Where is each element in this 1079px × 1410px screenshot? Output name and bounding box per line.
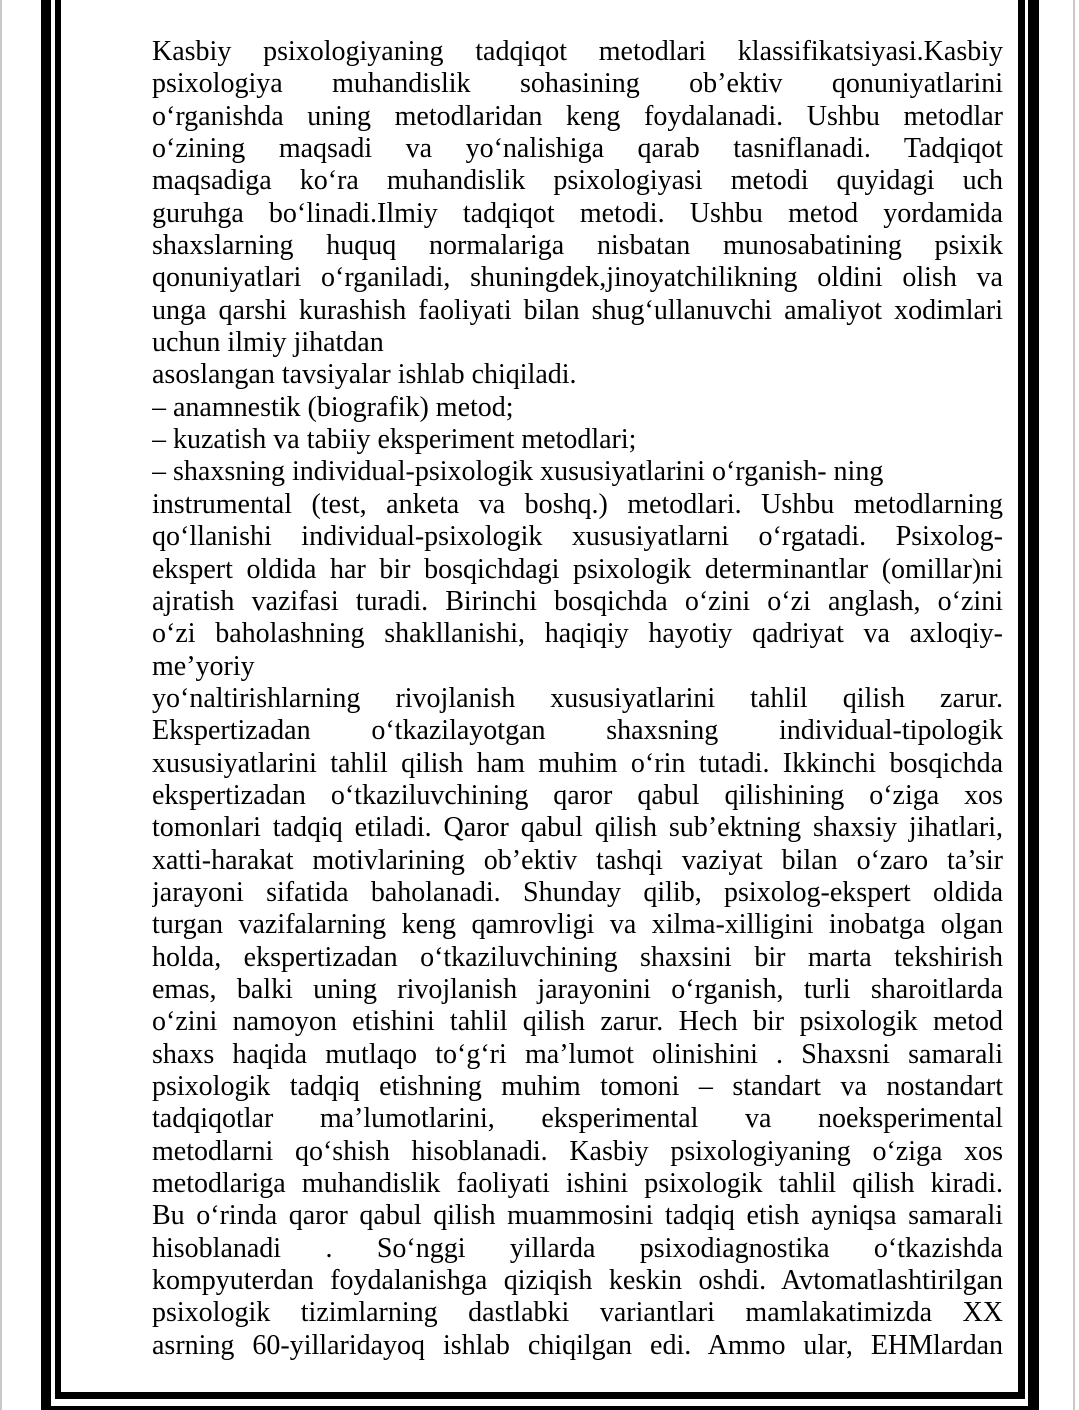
text-line: kompyuterdan foydalanishga qiziqish keskin oshdi. Avtomatlashtirilgan [152,1265,1003,1297]
text-line: yo‘naltirishlarning rivojlanish xususiyatlarini tahlil qilish zarur. [152,682,1003,714]
text-line: unga qarshi kurashish faoliyati bilan shug‘ullanuvchi amaliyot xodimlari [152,294,1003,326]
text-line: jarayoni sifatida baholanadi. Shunday qilib, psixolog-ekspert oldida [152,876,1003,908]
text-line: metodlariga muhandislik faoliyati ishini psixologik tahlil qilish kiradi. [152,1168,1003,1200]
text-line: me’yoriy [152,650,255,682]
text-line: qo‘llanishi individual-psixologik xususiyatlarni o‘rgatadi. Psixolog- [152,521,1003,553]
text-line: turgan vazifalarning keng qamrovligi va xilma-xilligini inobatga olgan [152,909,1003,941]
page-border-outer-right [1028,0,1039,1410]
page-border-outer-left [41,0,51,1410]
text-line: metodlarni qo‘shish hisoblanadi. Kasbiy psixologiyaning o‘ziga xos [152,1135,1003,1167]
text-line: emas, balki uning rivojlanish jarayonini o‘rganish, turli sharoitlarda [152,973,1003,1005]
text-line: asoslangan tavsiyalar ishlab chiqiladi. [152,359,577,391]
text-line: guruhga bo‘linadi.Ilmiy tadqiqot metodi. Ushbu metod yordamida [152,197,1003,229]
text-line: – kuzatish va tabiiy eksperiment metodlari; [152,424,637,456]
text-line: ekspertizadan o‘tkaziluvchining qaror qabul qilishining o‘ziga xos [152,779,1003,811]
viewer-right-edge [1073,0,1075,1410]
page-border-inner-bottom [55,1392,1025,1399]
text-line: ajratish vazifasi turadi. Birinchi bosqichda o‘zini o‘zi anglash, o‘zini [152,585,1003,617]
text-line: psixologik tizimlarning dastlabki variantlari mamlakatimizda XX [152,1297,1003,1329]
text-line: asrning 60-yillaridayoq ishlab chiqilgan edi. Ammo ular, EHMlardan [152,1329,1003,1361]
text-lines [152,36,1003,1362]
text-line: – shaxsning individual-psixologik xususiyatlarini o‘rganish- ning [152,456,884,488]
text-line: hisoblanadi . So‘nggi yillarda psixodiagnostika o‘tkazishda [152,1232,1003,1264]
text-line: xatti-harakat motivlarining ob’ektiv tashqi vaziyat bilan o‘zaro ta’sir [152,844,1003,876]
text-line: tadqiqotlar ma’lumotlarini, eksperimental va noeksperimental [152,1103,1003,1135]
page-border-inner-left [55,0,61,1399]
text-line: shaxs haqida mutlaqo to‘g‘ri ma’lumot olinishini . Shaxsni samarali [152,1038,1003,1070]
text-line: – anamnestik (biografik) metod; [152,391,514,423]
text-line: o‘rganishda uning metodlaridan keng foydalanadi. Ushbu metodlar [152,100,1003,132]
text-line: maqsadiga ko‘ra muhandislik psixologiyasi metodi quyidagi uch [152,165,1003,197]
viewer-left-edge [0,0,2,1410]
text-line: o‘zini namoyon etishini tahlil qilish zarur. Hech bir psixologik metod [152,1006,1003,1038]
text-line: uchun ilmiy jihatdan [152,327,384,359]
text-line: o‘zining maqsadi va yo‘nalishiga qarab tasniflanadi. Tadqiqot [152,133,1003,165]
text-line: Kasbiy psixologiyaning tadqiqot metodlari klassifikatsiyasi.Kasbiy [152,36,1003,67]
text-line: o‘zi baholashning shakllanishi, haqiqiy hayotiy qadriyat va axloqiy- [152,618,1003,650]
text-line: psixologiya muhandislik sohasining ob’ektiv qonuniyatlarini [152,68,1003,100]
page-border-inner-right [1018,0,1025,1399]
text-line: qonuniyatlari o‘rganiladi, shuningdek,jinoyatchilikning oldini olish va [152,262,1003,294]
text-line: instrumental (test, anketa va boshq.) metodlari. Ushbu metodlarning [152,488,1003,520]
text-line: xususiyatlarini tahlil qilish ham muhim o‘rin tutadi. Ikkinchi bosqichda [152,747,1003,779]
text-line: Bu o‘rinda qaror qabul qilish muammosini tadqiq etish ayniqsa samarali [152,1200,1003,1232]
page-border-outer-bottom [41,1406,1039,1410]
text-line: psixologik tadqiq etishning muhim tomoni – standart va nostandart [152,1071,1003,1102]
text-line: tomonlari tadqiq etiladi. Qaror qabul qilish sub’ektning shaxsiy jihatlari, [152,812,1003,844]
text-line: holda, ekspertizadan o‘tkaziluvchining shaxsini bir marta tekshirish [152,941,1003,973]
text-line: shaxslarning huquq normalariga nisbatan munosabatining psixik [152,230,1003,262]
text-line: ekspert oldida har bir bosqichdagi psixologik determinantlar (omillar)ni [152,553,1003,585]
text-line: Ekspertizadan o‘tkazilayotgan shaxsning individual-tipologik [152,715,1003,747]
